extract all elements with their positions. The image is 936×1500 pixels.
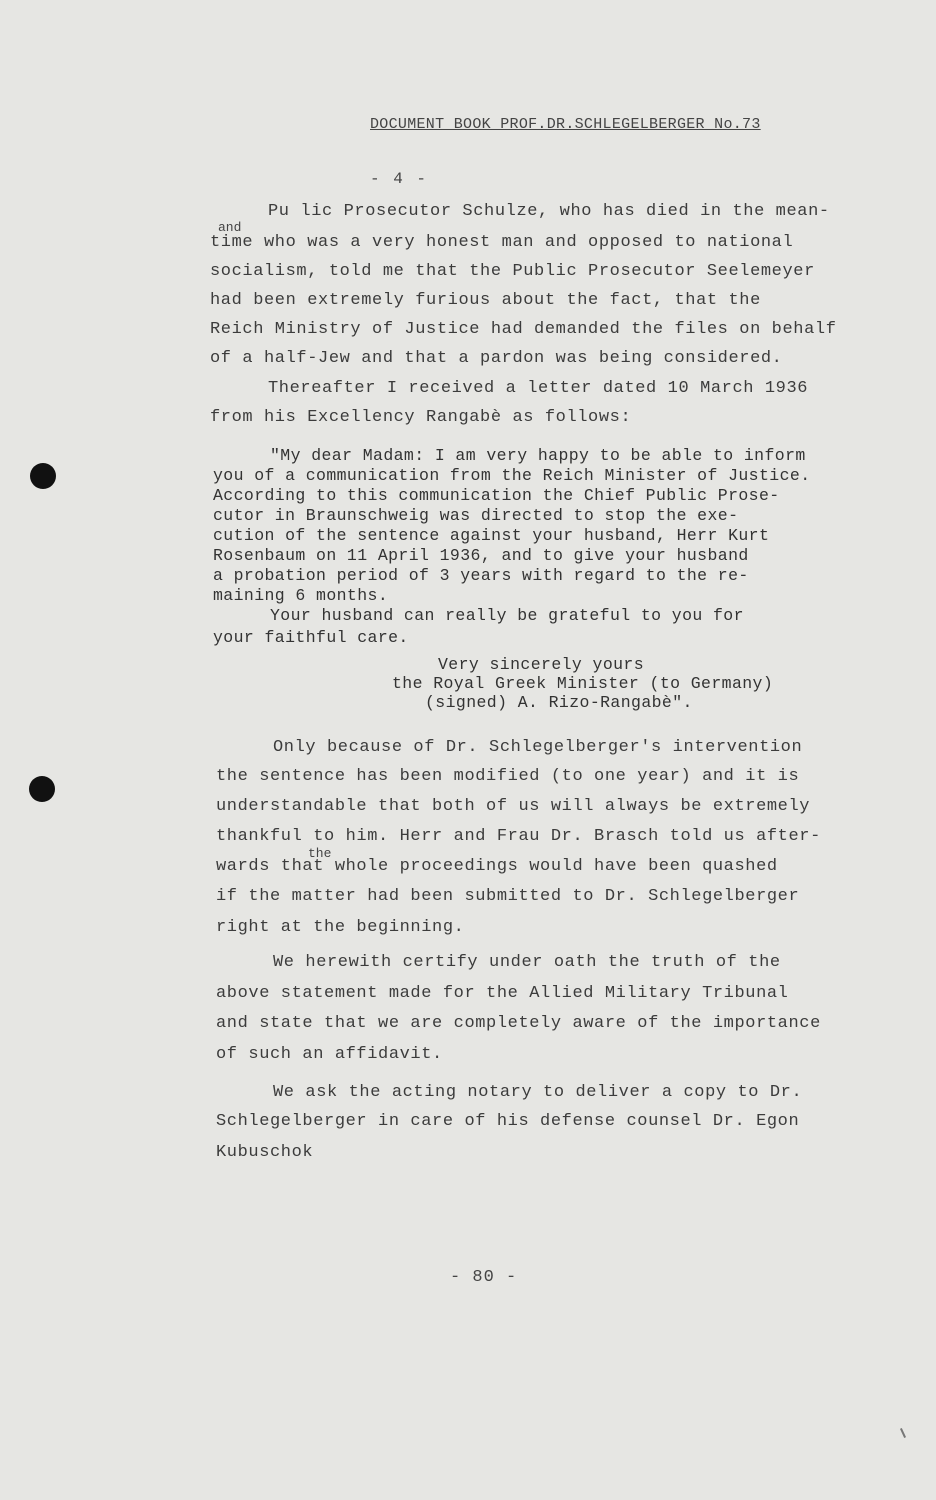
binder-hole-icon: [30, 463, 56, 489]
para3-line: Only because of Dr. Schlegelberger's intervention: [273, 738, 803, 757]
para4-line: above statement made for the Allied Military Tribunal: [216, 984, 789, 1003]
pencil-mark: [900, 1428, 906, 1438]
page-number: - 4 -: [370, 170, 429, 188]
para4-line: and state that we are completely aware of the importance: [216, 1014, 821, 1033]
para2-line: Thereafter I received a letter dated 10 March 1936: [268, 379, 809, 398]
closing-line: Very sincerely yours: [438, 655, 645, 674]
para3-line: understandable that both of us will always be extremely: [216, 797, 811, 816]
para3-line: the sentence has been modified (to one year) and it is: [216, 767, 800, 786]
para1-line: of a half-Jew and that a pardon was being considered.: [210, 349, 783, 368]
quote-line: Your husband can really be grateful to you for: [270, 606, 744, 625]
document-header: DOCUMENT BOOK PROF.DR.SCHLEGELBERGER No.73: [370, 116, 761, 133]
quote-line: cution of the sentence against your husband, Herr Kurt: [213, 526, 770, 545]
para5-line: Schlegelberger in care of his defense counsel Dr. Egon: [216, 1112, 800, 1131]
para4-line: We herewith certify under oath the truth of the: [273, 953, 781, 972]
para3-line: thankful to him. Herr and Frau Dr. Brasch told us after-: [216, 827, 821, 846]
para3-insertion: the: [308, 846, 332, 861]
quote-line: maining 6 months.: [213, 586, 389, 605]
para2-line: from his Excellency Rangabè as follows:: [210, 408, 632, 427]
quote-line: cutor in Braunschweig was directed to stop the exe-: [213, 506, 739, 525]
para1-line: Pu lic Prosecutor Schulze, who has died in the mean-: [268, 202, 830, 221]
quote-line: "My dear Madam: I am very happy to be able to inform: [270, 446, 806, 465]
para5-line: Kubuschok: [216, 1143, 314, 1162]
quote-line: you of a communication from the Reich Minister of Justice.: [213, 466, 811, 485]
para3-line: right at the beginning.: [216, 918, 465, 937]
para1-line: socialism, told me that the Public Prosecutor Seelemeyer: [210, 262, 815, 281]
para3-line: if the matter had been submitted to Dr. Schlegelberger: [216, 887, 800, 906]
para3-line: wards that whole proceedings would have been quashed: [216, 857, 778, 876]
para1-line: had been extremely furious about the fact, that the: [210, 291, 761, 310]
para1-line: time who was a very honest man and opposed to national: [210, 233, 794, 252]
quote-line: your faithful care.: [213, 628, 409, 647]
quote-line: Rosenbaum on 11 April 1936, and to give your husband: [213, 546, 749, 565]
binder-hole-icon: [29, 776, 55, 802]
page-footer-number: - 80 -: [450, 1268, 518, 1287]
quote-line: a probation period of 3 years with regard to the re-: [213, 566, 749, 585]
para5-line: We ask the acting notary to deliver a copy to Dr.: [273, 1083, 803, 1102]
quote-line: According to this communication the Chief Public Prose-: [213, 486, 780, 505]
closing-line: (signed) A. Rizo-Rangabè".: [425, 693, 693, 712]
para1-line: Reich Ministry of Justice had demanded the files on behalf: [210, 320, 837, 339]
closing-line: the Royal Greek Minister (to Germany): [392, 674, 774, 693]
para4-line: of such an affidavit.: [216, 1045, 443, 1064]
para1-insertion: and: [218, 220, 242, 235]
